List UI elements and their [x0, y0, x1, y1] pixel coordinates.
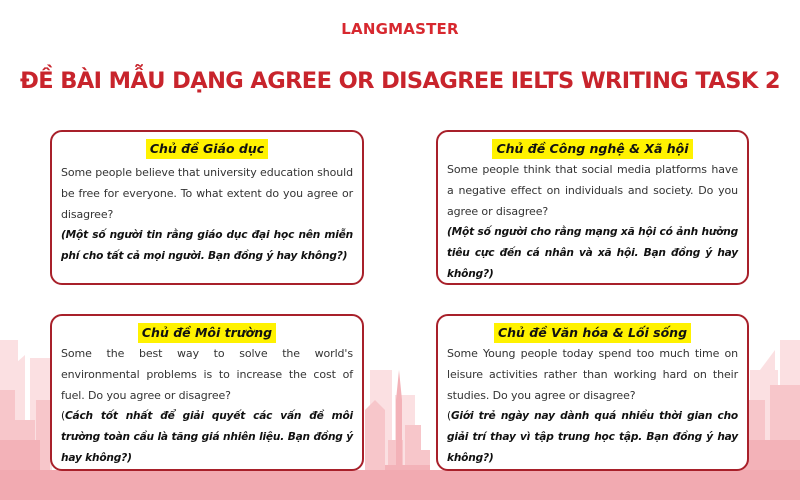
- vietnamese-translation: (Một số người cho rằng mạng xã hội có ảnh hưởng tiêu cực đến cá nhân và xã hội. Bạn đồng ý hay không?): [447, 226, 738, 280]
- page-title: ĐỀ BÀI MẪU DẠNG AGREE OR DISAGREE IELTS WRITING TASK 2: [20, 68, 780, 94]
- topic-card-technology-society: [436, 130, 749, 285]
- topic-card-education: [50, 130, 364, 285]
- english-prompt: Some people believe that university education should be free for everyone. To what extent do you agree or disagree?: [61, 166, 353, 221]
- brand-logo: LANGMASTER: [341, 20, 459, 38]
- topic-label: Chủ đề Môi trường: [138, 323, 276, 343]
- english-prompt: Some Young people today spend too much time on leisure activities rather than working hard on their studies. Do you agree or disagree?: [447, 347, 738, 402]
- topic-label: Chủ đề Giáo dục: [146, 139, 268, 159]
- english-prompt: Some people think that social media platforms have a negative effect on individuals and society. Do you agree or disagree?: [447, 163, 738, 218]
- topic-card-environment: [50, 314, 364, 471]
- topic-card-culture-lifestyle: [436, 314, 749, 471]
- topic-label: Chủ đề Văn hóa & Lối sống: [494, 323, 691, 343]
- vietnamese-translation: (Cách tốt nhất để giải quyết các vấn đề môi trường toàn cầu là tăng giá nhiên liệu. Bạn đồng ý hay không?): [61, 410, 353, 464]
- vietnamese-translation: (Một số người tin rằng giáo dục đại học nên miễn phí cho tất cả mọi người. Bạn đồng ý hay không?): [61, 229, 353, 262]
- topic-label: Chủ đề Công nghệ & Xã hội: [492, 139, 692, 159]
- english-prompt: Some the best way to solve the world's environmental problems is to increase the cost of fuel. Do you agree or disagree?: [61, 347, 353, 402]
- vietnamese-translation: (Giới trẻ ngày nay dành quá nhiều thời gian cho giải trí thay vì tập trung học tập. Bạn đồng ý hay không?): [447, 410, 738, 464]
